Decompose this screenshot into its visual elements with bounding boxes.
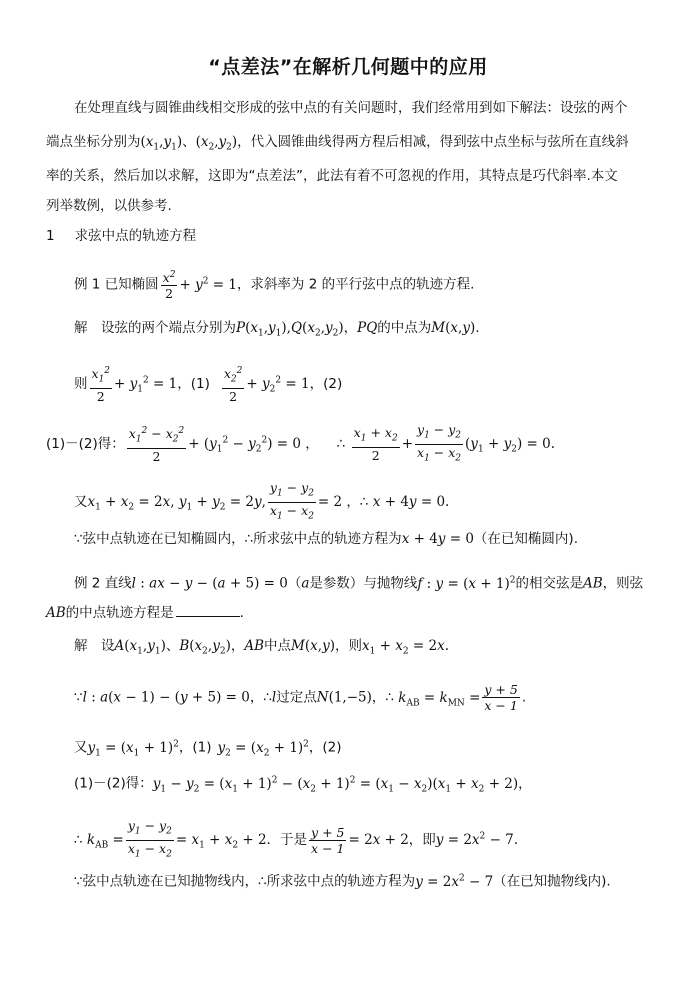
example-2-slope: ∴ $k_{AB}$ = $\frac{y_1 - y_2}{x_1 - x_2}$ = $x_1 + x_2 + 2$．于是 $\frac{y + 5}{x - 1}$ = 2x + 2，即$y = 2x^2 - 7$. [74, 818, 519, 859]
example-2-solution-setup: 解 设$A(x_1,y_1)$、$B(x_2,y_2)$，AB中点M(x,y)，则$x_1 + x_2 = 2x$. [74, 638, 450, 657]
answer-blank [176, 602, 240, 617]
page-title: “点差法”在解析几何题中的应用 [208, 56, 488, 78]
example-2-difference: (1)－(2)得：$y_1 - y_2 = (x_1 + 1)^2 - (x_2 + 1)^2 = (x_1 - x_2)(x_1 + x_2 + 2)$， [74, 775, 532, 795]
example-1-equations: 则 $\frac{x_1^2}{2}$ + $y_1^2 = 1$，(1) $\frac{x_2^2}{2}$ + $y_2^2 = 1$，(2) [74, 366, 343, 404]
endpoint-coords: $(x_1,y_1)$、$(x_2,y_2)$ [140, 134, 238, 153]
intro-line-4: 列举数例，以供参考. [46, 198, 172, 214]
intro-line-2: 端点坐标分别为$(x_1,y_1)$、$(x_2,y_2)$，代入圆锥曲线得两方程后相减，得到弦中点坐标与弦所在直线斜 [46, 134, 629, 153]
example-1-difference: (1)－(2)得： $\frac{x_1^2 - x_2^2}{2}$ + $(y_1^2 - y_2^2) = 0$ ， ∴ $\frac{x_1 + x_2}{2}$ + $\frac{y_1 - y_2}{x_1 - x_2}$ $(y_1 + y_2) = 0$. [46, 422, 555, 464]
example-1-question: 例 1 已知椭圆 $\frac{x^2}{2}$ + $y^2 = 1$，求斜率为 2 的平行弦中点的轨迹方程. [74, 270, 475, 302]
example-1-substitution: 又$x_1 + x_2 = 2x$, $y_1 + y_2 = 2y$, $\frac{y_1 - y_2}{x_1 - x_2}$ = 2 ，∴ x + 4y = 0. [74, 480, 450, 521]
example-2-equations: 又$y_1 = (x_1 + 1)^2$，(1) $y_2 = (x_2 + 1)^2$，(2) [74, 739, 342, 759]
example-1-solution-setup: 解 设弦的两个端点分别为$P(x_1,y_1),Q(x_2,y_2)$，PQ的中点为M(x,y). [74, 320, 480, 339]
example-2-question-line-2: AB的中点轨迹方程是 . [46, 602, 244, 623]
intro-line-3: 率的关系，然后加以求解，这即为“点差法”，此法有着不可忽视的作用，其特点是巧代斜率.本文 [46, 168, 618, 184]
example-2-fixed-point: ∵l : a(x − 1) − (y + 5) = 0，∴l过定点N(1,−5)，∴ $k_{AB} = k_{MN}$ = $\frac{y + 5}{x - 1}$ . [74, 682, 527, 713]
example-2-question-line-1: 例 2 直线l : ax − y − (a + 5) = 0（a是参数）与抛物线f : $y = (x + 1)^2$的相交弦是AB，则弦 [74, 575, 644, 592]
section-heading: 1 求弦中点的轨迹方程 [46, 228, 197, 244]
intro-line-1: 在处理直线与圆锥曲线相交形成的弦中点的有关问题时，我们经常用到如下解法：设弦的两个 [74, 100, 628, 116]
example-2-conclusion: ∵弦中点轨迹在已知抛物线内，∴所求弦中点的轨迹方程为$y = 2x^2 - 7$（在已知抛物线内). [74, 873, 611, 890]
example-1-conclusion: ∵弦中点轨迹在已知椭圆内，∴所求弦中点的轨迹方程为x + 4y = 0（在已知椭圆内). [74, 531, 578, 547]
